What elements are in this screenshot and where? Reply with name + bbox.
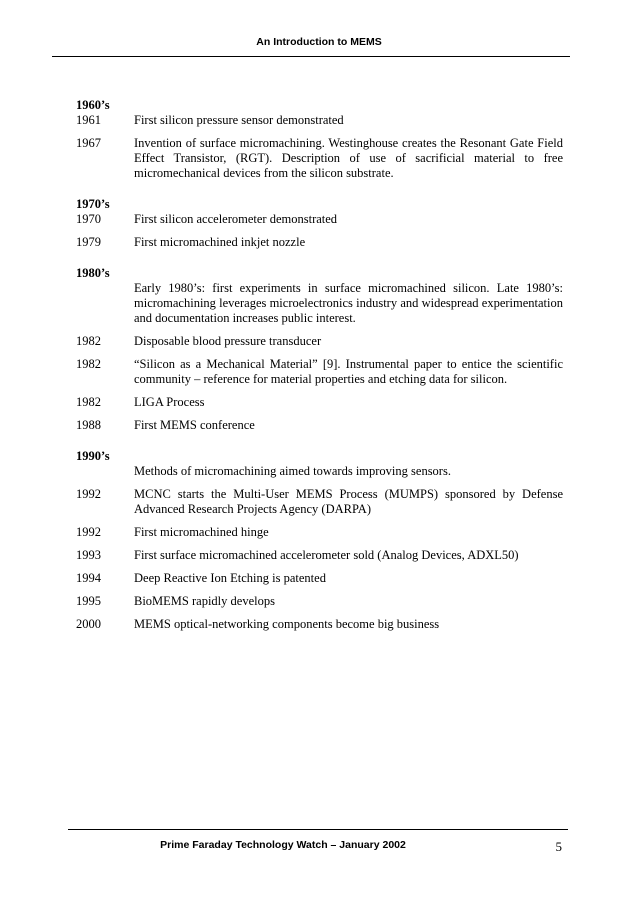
entry-text: First micromachined inkjet nozzle bbox=[134, 235, 306, 249]
timeline-entry bbox=[76, 464, 563, 479]
entry-year: 1979 bbox=[76, 235, 101, 249]
decade-heading: 1960’s bbox=[76, 98, 110, 112]
entry-year: 1982 bbox=[76, 334, 101, 348]
timeline bbox=[76, 98, 563, 640]
entry-year bbox=[76, 464, 134, 479]
timeline-entry bbox=[76, 548, 563, 563]
entry-year: 1994 bbox=[76, 571, 101, 585]
entry-year: 1970 bbox=[76, 212, 101, 226]
timeline-entry bbox=[76, 395, 563, 410]
entry-text: Deep Reactive Ion Etching is patented bbox=[134, 571, 326, 585]
header-divider bbox=[52, 56, 570, 57]
footer-divider bbox=[68, 829, 568, 830]
timeline-entry bbox=[76, 113, 563, 128]
timeline-entry bbox=[76, 617, 563, 632]
entry-text: First micromachined hinge bbox=[134, 525, 269, 539]
timeline-entry bbox=[76, 594, 563, 609]
entry-text: “Silicon as a Mechanical Material” [9]. Instrumental paper to entice the scientific community – reference for material properties and etching data for silicon. bbox=[134, 357, 563, 386]
page-header: An Introduction to MEMS bbox=[256, 36, 382, 48]
timeline-entry bbox=[76, 418, 563, 433]
entry-year: 1967 bbox=[76, 136, 101, 150]
entry-text: Disposable blood pressure transducer bbox=[134, 334, 322, 348]
entry-year: 1961 bbox=[76, 113, 101, 127]
entry-text: LIGA Process bbox=[134, 395, 205, 409]
timeline-entry bbox=[76, 357, 563, 387]
entry-text: First MEMS conference bbox=[134, 418, 255, 432]
entry-text: MCNC starts the Multi-User MEMS Process (MUMPS) sponsored by Defense Advanced Research Projects Agency (DARPA) bbox=[134, 487, 563, 516]
entry-text: Invention of surface micromachining. Westinghouse creates the Resonant Gate Field Effect Transistor, (RGT). Description of use of sacrificial material to free micromechanical devices from the silicon substrate. bbox=[134, 136, 563, 180]
entry-year: 1982 bbox=[76, 357, 101, 371]
footer-text: Prime Faraday Technology Watch – January 2002 bbox=[160, 839, 406, 851]
entry-year: 1988 bbox=[76, 418, 101, 432]
entry-year: 1982 bbox=[76, 395, 101, 409]
entry-text: First surface micromachined accelerometer sold (Analog Devices, ADXL50) bbox=[134, 548, 519, 562]
entry-year: 1992 bbox=[76, 525, 101, 539]
entry-year bbox=[76, 281, 134, 326]
entry-year: 1992 bbox=[76, 487, 101, 501]
timeline-entry bbox=[76, 571, 563, 586]
entry-text: Early 1980’s: first experiments in surface micromachined silicon. Late 1980’s: micromachining leverages microelectronics industry and widespread experimentation and documentation increases public interest. bbox=[134, 281, 563, 325]
entry-text: Methods of micromachining aimed towards improving sensors. bbox=[134, 464, 451, 478]
entry-text: MEMS optical-networking components become big business bbox=[134, 617, 440, 631]
timeline-entry bbox=[76, 487, 563, 517]
entry-text: First silicon accelerometer demonstrated bbox=[134, 212, 338, 226]
entry-year: 1993 bbox=[76, 548, 101, 562]
timeline-entry bbox=[76, 212, 563, 227]
timeline-entry bbox=[76, 281, 563, 326]
page-number: 5 bbox=[555, 839, 562, 854]
decade-heading: 1990’s bbox=[76, 449, 110, 463]
timeline-entry bbox=[76, 136, 563, 181]
entry-text: BioMEMS rapidly develops bbox=[134, 594, 275, 608]
timeline-entry bbox=[76, 525, 563, 540]
decade-heading: 1970’s bbox=[76, 197, 110, 211]
entry-year: 2000 bbox=[76, 617, 101, 631]
timeline-entry bbox=[76, 334, 563, 349]
timeline-entry bbox=[76, 235, 563, 250]
entry-text: First silicon pressure sensor demonstrated bbox=[134, 113, 344, 127]
entry-year: 1995 bbox=[76, 594, 101, 608]
decade-heading: 1980’s bbox=[76, 266, 110, 280]
